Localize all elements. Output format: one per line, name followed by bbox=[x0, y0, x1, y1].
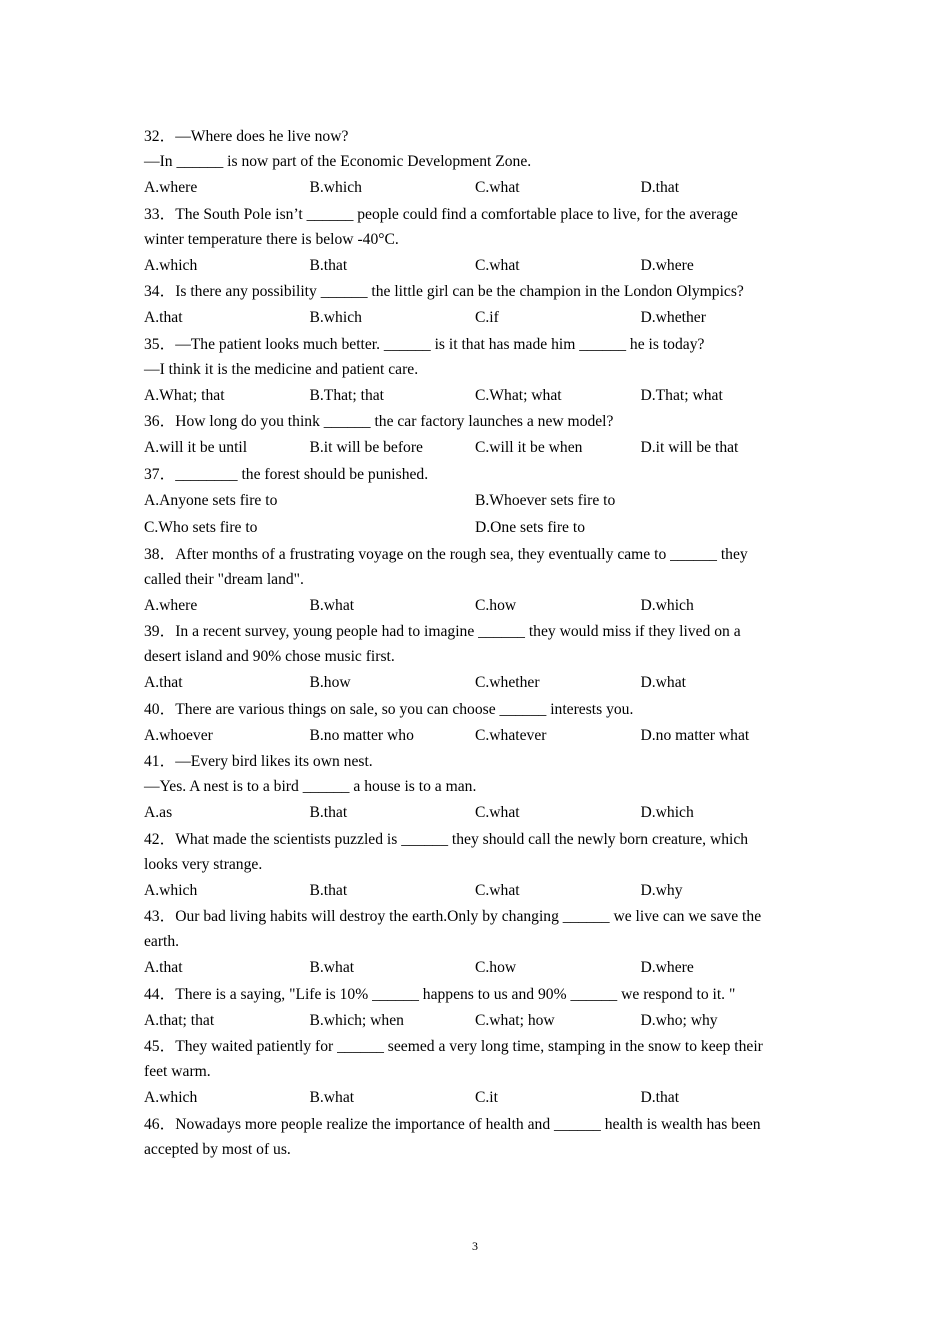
question-text: accepted by most of us. bbox=[144, 1140, 291, 1158]
option-a: A.which bbox=[144, 881, 198, 899]
question-text: 41．—Every bird likes its own nest. bbox=[144, 753, 373, 770]
option-a: A.which bbox=[144, 256, 198, 274]
question-44 bbox=[144, 982, 806, 1035]
option-c: C.whatever bbox=[475, 726, 547, 744]
question-text: —In ______ is now part of the Economic Development Zone. bbox=[144, 153, 532, 170]
option-b: B.that bbox=[309, 881, 348, 899]
question-38 bbox=[144, 542, 806, 620]
option-c: C.Who sets fire to bbox=[144, 519, 258, 537]
option-d: D.where bbox=[640, 959, 694, 977]
option-d: D.it will be that bbox=[640, 439, 739, 457]
option-b: B.that bbox=[309, 256, 348, 274]
question-43 bbox=[144, 904, 806, 982]
question-text: 32．—Where does he live now? bbox=[144, 128, 349, 145]
option-b: B.it will be before bbox=[309, 439, 423, 457]
option-d: D.That; what bbox=[640, 386, 723, 404]
option-d: D.what bbox=[640, 674, 686, 692]
option-d: D.where bbox=[640, 256, 694, 274]
option-b: B.which bbox=[309, 179, 362, 197]
question-text: feet warm. bbox=[144, 1063, 211, 1080]
option-a: A.as bbox=[144, 804, 173, 822]
question-text: 34．Is there any possibility ______ the little girl can be the champion in the London Olympics? bbox=[144, 283, 744, 300]
option-d: D.which bbox=[640, 596, 694, 614]
option-a: A.where bbox=[144, 179, 198, 197]
answer-options bbox=[144, 382, 806, 410]
question-text: 43．Our bad living habits will destroy the earth.Only by changing ______ we live can we save the bbox=[144, 908, 762, 925]
option-b: B.how bbox=[309, 674, 351, 692]
option-c: C.What; what bbox=[475, 386, 562, 404]
option-c: C.how bbox=[475, 959, 517, 977]
option-a: A.where bbox=[144, 596, 198, 614]
option-b: B.what bbox=[309, 1089, 355, 1107]
option-d: D.why bbox=[640, 881, 683, 899]
question-text: 44．There is a saying, "Life is 10% ______ happens to us and 90% ______ we respond to it. " bbox=[144, 985, 736, 1003]
option-c: C.what bbox=[475, 804, 520, 822]
option-b: B.That; that bbox=[309, 386, 384, 404]
question-text: —Yes. A nest is to a bird ______ a house is to a man. bbox=[144, 778, 477, 795]
answer-options bbox=[144, 304, 806, 332]
question-34 bbox=[144, 279, 806, 332]
question-text: earth. bbox=[144, 933, 180, 950]
option-a: A.that bbox=[144, 309, 183, 327]
option-d: D.which bbox=[640, 804, 694, 822]
question-42 bbox=[144, 827, 806, 905]
answer-options bbox=[144, 592, 806, 620]
question-text: 35．—The patient looks much better. ______ is it that has made him ______ he is today? bbox=[144, 335, 705, 353]
option-d: D.that bbox=[640, 1089, 680, 1107]
question-40 bbox=[144, 697, 806, 750]
option-c: C.will it be when bbox=[475, 439, 583, 457]
question-text: looks very strange. bbox=[144, 855, 263, 873]
option-d: D.who; why bbox=[640, 1011, 718, 1029]
question-35 bbox=[144, 332, 806, 410]
option-c: C.what bbox=[475, 881, 520, 899]
question-text: 46．Nowadays more people realize the importance of health and ______ health is wealth has been bbox=[144, 1115, 761, 1133]
page-number: 3 bbox=[472, 1239, 478, 1253]
option-c: C.what; how bbox=[475, 1011, 555, 1029]
answer-options bbox=[144, 514, 806, 542]
question-text: desert island and 90% chose music first. bbox=[144, 648, 395, 665]
answer-options bbox=[144, 669, 806, 697]
question-text: 39．In a recent survey, young people had to imagine ______ they would miss if they lived on a bbox=[144, 623, 741, 640]
answer-options bbox=[144, 174, 806, 202]
answer-options bbox=[144, 252, 806, 280]
answer-options bbox=[144, 1084, 806, 1112]
option-c: C.whether bbox=[475, 674, 540, 692]
question-37 bbox=[144, 462, 806, 542]
question-36 bbox=[144, 409, 806, 462]
question-text: winter temperature there is below -40°C. bbox=[144, 230, 399, 248]
answer-options bbox=[144, 1007, 806, 1035]
option-c: C.it bbox=[475, 1089, 498, 1107]
question-text: called their "dream land". bbox=[144, 570, 304, 588]
question-46 bbox=[144, 1112, 806, 1162]
question-32 bbox=[144, 124, 806, 202]
question-text: 40．There are various things on sale, so you can choose ______ interests you. bbox=[144, 700, 634, 718]
option-a: A.What; that bbox=[144, 386, 225, 404]
option-a: A.which bbox=[144, 1089, 198, 1107]
option-b: B.that bbox=[309, 804, 348, 822]
question-text: 42．What made the scientists puzzled is ______ they should call the newly born creature, which bbox=[144, 830, 749, 848]
option-c: C.what bbox=[475, 256, 520, 274]
question-text: 36．How long do you think ______ the car factory launches a new model? bbox=[144, 413, 614, 430]
question-list bbox=[144, 124, 806, 1162]
question-39 bbox=[144, 619, 806, 697]
option-d: D.no matter what bbox=[640, 726, 750, 744]
question-text: 37．________ the forest should be punished. bbox=[144, 465, 429, 483]
question-41 bbox=[144, 749, 806, 827]
question-45 bbox=[144, 1034, 806, 1112]
option-b: B.what bbox=[309, 959, 355, 977]
option-d: D.whether bbox=[640, 309, 706, 327]
option-b: B.which bbox=[309, 309, 362, 327]
answer-options bbox=[144, 954, 806, 982]
answer-options bbox=[144, 434, 806, 462]
option-d: D.that bbox=[640, 179, 680, 197]
answer-options bbox=[144, 799, 806, 827]
option-a: A.Anyone sets fire to bbox=[144, 491, 278, 509]
option-a: A.that bbox=[144, 959, 183, 977]
option-d: D.One sets fire to bbox=[475, 519, 585, 537]
question-33 bbox=[144, 202, 806, 280]
question-text: 45．They waited patiently for ______ seemed a very long time, stamping in the snow to keep their bbox=[144, 1038, 763, 1055]
answer-options bbox=[144, 487, 806, 515]
answer-options bbox=[144, 877, 806, 905]
option-c: C.how bbox=[475, 596, 517, 614]
option-b: B.what bbox=[309, 596, 355, 614]
question-text: 33．The South Pole isn’t ______ people could find a comfortable place to live, for the average bbox=[144, 205, 738, 223]
question-text: —I think it is the medicine and patient care. bbox=[144, 360, 419, 378]
answer-options bbox=[144, 722, 806, 750]
option-c: C.what bbox=[475, 179, 520, 197]
option-b: B.Whoever sets fire to bbox=[475, 491, 616, 509]
option-a: A.whoever bbox=[144, 726, 213, 744]
option-a: A.that; that bbox=[144, 1011, 215, 1029]
option-a: A.will it be until bbox=[144, 439, 248, 457]
option-c: C.if bbox=[475, 309, 499, 327]
option-a: A.that bbox=[144, 674, 183, 692]
option-b: B.no matter who bbox=[309, 726, 414, 744]
option-b: B.which; when bbox=[309, 1011, 404, 1029]
question-text: 38．After months of a frustrating voyage on the rough sea, they eventually came to ______ they bbox=[144, 545, 748, 563]
